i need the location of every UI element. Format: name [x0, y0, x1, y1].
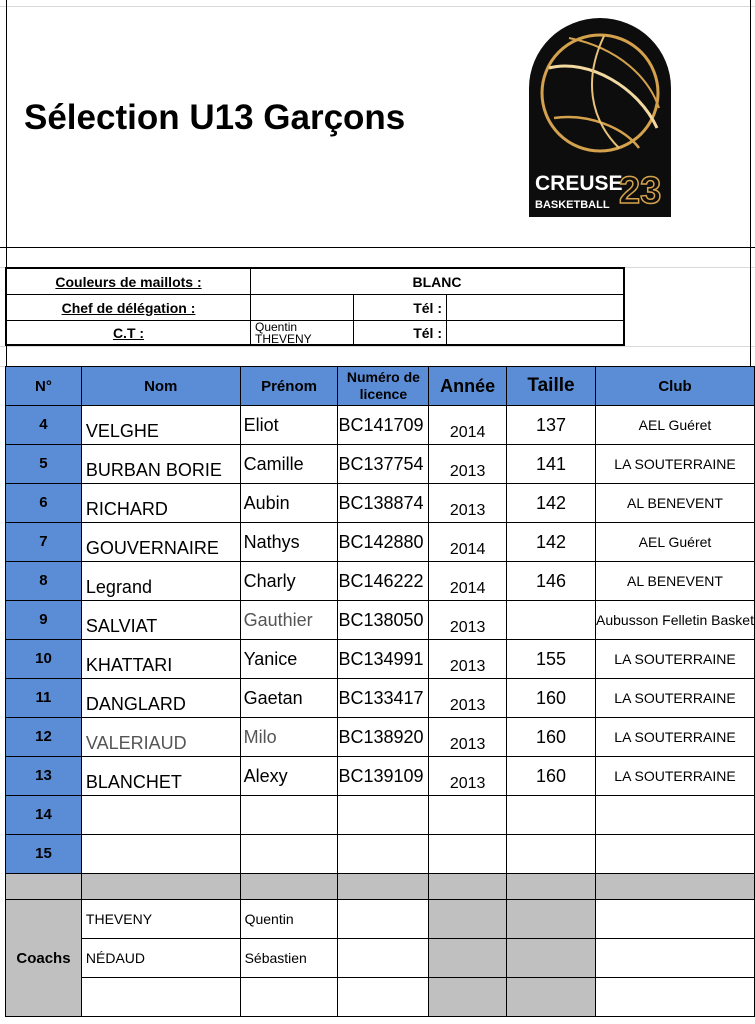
tel-label-1: Tél : [353, 294, 446, 320]
player-taille[interactable] [507, 601, 596, 640]
coach-licence[interactable] [338, 900, 429, 939]
player-licence[interactable]: BC139109 [338, 757, 429, 796]
tel-value-2[interactable] [446, 320, 623, 344]
page-title: Sélection U13 Garçons [24, 98, 406, 137]
creuse-basketball-logo [529, 18, 671, 217]
player-number: 14 [6, 796, 82, 835]
coach-annee [429, 900, 507, 939]
player-nom[interactable]: SALVIAT [81, 601, 240, 640]
coach-taille [507, 900, 596, 939]
player-annee[interactable]: 2013 [429, 445, 507, 484]
player-taille[interactable]: 141 [507, 445, 596, 484]
player-taille[interactable] [507, 796, 596, 835]
player-annee[interactable] [429, 796, 507, 835]
player-prenom[interactable]: Milo [240, 718, 338, 757]
chef-value[interactable] [250, 294, 353, 320]
header-club: Club [595, 367, 754, 406]
table-row [6, 406, 755, 445]
player-number: 13 [6, 757, 82, 796]
coach-licence[interactable] [338, 978, 429, 1017]
table-row [6, 835, 755, 874]
coach-club[interactable] [595, 978, 754, 1017]
player-annee[interactable] [429, 835, 507, 874]
couleurs-value: BLANC [250, 269, 623, 294]
player-annee[interactable]: 2013 [429, 484, 507, 523]
chef-label: Chef de délégation : [7, 294, 250, 320]
player-prenom[interactable]: Nathys [240, 523, 338, 562]
player-licence[interactable]: BC138874 [338, 484, 429, 523]
player-annee[interactable]: 2013 [429, 601, 507, 640]
coach-prenom[interactable] [240, 978, 338, 1017]
player-nom[interactable] [81, 796, 240, 835]
header-num: N° [6, 367, 82, 406]
player-prenom[interactable]: Eliot [240, 406, 338, 445]
player-nom[interactable]: GOUVERNAIRE [81, 523, 240, 562]
coach-licence[interactable] [338, 939, 429, 978]
player-licence[interactable]: BC146222 [338, 562, 429, 601]
coach-prenom[interactable]: Sébastien [240, 939, 338, 978]
player-annee[interactable]: 2014 [429, 523, 507, 562]
table-row [6, 796, 755, 835]
coach-row [6, 900, 755, 939]
player-number: 6 [6, 484, 82, 523]
player-taille[interactable]: 142 [507, 484, 596, 523]
player-prenom[interactable]: Aubin [240, 484, 338, 523]
player-club[interactable]: LA SOUTERRAINE [595, 679, 754, 718]
player-club[interactable]: LA SOUTERRAINE [595, 718, 754, 757]
player-club[interactable]: LA SOUTERRAINE [595, 640, 754, 679]
player-nom[interactable] [81, 835, 240, 874]
player-nom[interactable]: VALERIAUD [81, 718, 240, 757]
table-header-row [6, 367, 755, 406]
player-number: 12 [6, 718, 82, 757]
ct-label: C.T : [7, 320, 250, 344]
player-taille[interactable]: 160 [507, 718, 596, 757]
player-number: 9 [6, 601, 82, 640]
player-club[interactable]: AL BENEVENT [595, 484, 754, 523]
player-taille[interactable]: 155 [507, 640, 596, 679]
player-licence[interactable]: BC141709 [338, 406, 429, 445]
svg-text:BASKETBALL: BASKETBALL [535, 199, 610, 211]
player-licence[interactable]: BC137754 [338, 445, 429, 484]
player-prenom[interactable]: Gaetan [240, 679, 338, 718]
player-licence[interactable]: BC138920 [338, 718, 429, 757]
player-number: 10 [6, 640, 82, 679]
player-number: 5 [6, 445, 82, 484]
player-club[interactable]: AL BENEVENT [595, 562, 754, 601]
player-club[interactable]: LA SOUTERRAINE [595, 445, 754, 484]
player-club[interactable]: AEL Guéret [595, 406, 754, 445]
player-prenom[interactable]: Yanice [240, 640, 338, 679]
tel-label-2: Tél : [353, 320, 446, 344]
player-nom[interactable]: BURBAN BORIE [81, 445, 240, 484]
player-nom[interactable]: BLANCHET [81, 757, 240, 796]
coach-taille [507, 939, 596, 978]
player-club[interactable]: LA SOUTERRAINE [595, 757, 754, 796]
table-row [6, 445, 755, 484]
tel-value-1[interactable] [446, 294, 623, 320]
separator-row [6, 874, 755, 900]
coach-nom[interactable] [81, 978, 240, 1017]
player-number: 7 [6, 523, 82, 562]
coachs-label: Coachs [6, 900, 82, 1017]
roster-table [5, 366, 755, 1017]
player-licence[interactable] [338, 835, 429, 874]
player-prenom[interactable]: Alexy [240, 757, 338, 796]
table-row [6, 562, 755, 601]
player-licence[interactable]: BC142880 [338, 523, 429, 562]
player-number: 8 [6, 562, 82, 601]
player-number: 11 [6, 679, 82, 718]
player-nom[interactable]: DANGLARD [81, 679, 240, 718]
player-taille[interactable]: 160 [507, 679, 596, 718]
ct-value: Quentin THEVENY [250, 320, 353, 344]
table-row [6, 757, 755, 796]
player-nom[interactable]: Legrand [81, 562, 240, 601]
player-nom[interactable]: KHATTARI [81, 640, 240, 679]
coach-club[interactable] [595, 939, 754, 978]
player-annee[interactable]: 2013 [429, 679, 507, 718]
player-taille[interactable]: 137 [507, 406, 596, 445]
coach-row [6, 939, 755, 978]
player-nom[interactable]: VELGHE [81, 406, 240, 445]
player-licence[interactable]: BC134991 [338, 640, 429, 679]
coach-annee [429, 939, 507, 978]
svg-text:CREUSE: CREUSE [535, 172, 623, 195]
player-annee[interactable]: 2014 [429, 562, 507, 601]
table-row [6, 601, 755, 640]
header-taille: Taille [507, 367, 596, 406]
couleurs-label: Couleurs de maillots : [55, 273, 202, 290]
player-number: 4 [6, 406, 82, 445]
table-row [6, 484, 755, 523]
player-taille[interactable]: 160 [507, 757, 596, 796]
table-row [6, 640, 755, 679]
player-prenom[interactable]: Camille [240, 445, 338, 484]
table-row [6, 679, 755, 718]
header-licence: Numéro de licence [338, 367, 429, 406]
header-annee: Année [429, 367, 507, 406]
player-taille[interactable]: 146 [507, 562, 596, 601]
coach-club[interactable] [595, 900, 754, 939]
player-club[interactable]: Aubusson Felletin Basket [595, 601, 754, 640]
player-prenom[interactable]: Charly [240, 562, 338, 601]
svg-text:23: 23 [619, 170, 662, 212]
info-box [5, 267, 625, 346]
player-annee[interactable]: 2013 [429, 757, 507, 796]
header-prenom: Prénom [240, 367, 338, 406]
player-taille[interactable]: 142 [507, 523, 596, 562]
player-club[interactable] [595, 796, 754, 835]
player-prenom[interactable]: Gauthier [240, 601, 338, 640]
coach-nom[interactable]: THEVENY [81, 900, 240, 939]
table-row [6, 523, 755, 562]
player-licence[interactable]: BC138050 [338, 601, 429, 640]
player-prenom[interactable] [240, 796, 338, 835]
header-nom: Nom [81, 367, 240, 406]
player-club[interactable]: AEL Guéret [595, 523, 754, 562]
player-licence[interactable] [338, 796, 429, 835]
player-number: 15 [6, 835, 82, 874]
coach-nom[interactable]: NÉDAUD [81, 939, 240, 978]
player-licence[interactable]: BC133417 [338, 679, 429, 718]
coach-prenom[interactable]: Quentin [240, 900, 338, 939]
player-annee[interactable]: 2014 [429, 406, 507, 445]
coach-row [6, 978, 755, 1017]
player-nom[interactable]: RICHARD [81, 484, 240, 523]
player-annee[interactable]: 2013 [429, 718, 507, 757]
coach-taille [507, 978, 596, 1017]
player-prenom[interactable] [240, 835, 338, 874]
coach-annee [429, 978, 507, 1017]
player-club[interactable] [595, 835, 754, 874]
table-row [6, 718, 755, 757]
player-taille[interactable] [507, 835, 596, 874]
player-annee[interactable]: 2013 [429, 640, 507, 679]
